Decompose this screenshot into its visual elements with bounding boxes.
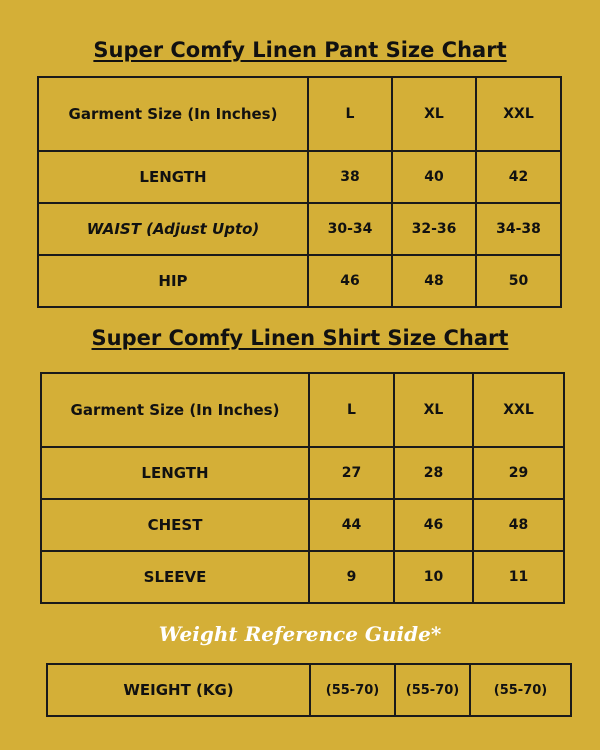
- value-cell: 50: [476, 255, 561, 307]
- table-row: [41, 499, 564, 551]
- value-cell: (55-70): [395, 664, 470, 716]
- table-header-row: [41, 373, 564, 447]
- table-row: [38, 203, 561, 255]
- value-cell: 27: [309, 447, 394, 499]
- row-label: CHEST: [41, 499, 309, 551]
- row-label: SLEEVE: [41, 551, 309, 603]
- value-cell: 46: [394, 499, 473, 551]
- pant-size-table: [37, 76, 562, 308]
- value-cell: 48: [473, 499, 564, 551]
- header-cell: XL: [392, 77, 476, 151]
- value-cell: 42: [476, 151, 561, 203]
- shirt-size-table: [40, 372, 565, 604]
- table-row: [41, 447, 564, 499]
- row-label: LENGTH: [38, 151, 308, 203]
- weight-guide-title: Weight Reference Guide*: [158, 622, 442, 646]
- header-cell: XL: [394, 373, 473, 447]
- value-cell: (55-70): [470, 664, 571, 716]
- weight-table: [46, 663, 572, 717]
- table-row: [41, 551, 564, 603]
- table-row: [47, 664, 571, 716]
- header-cell: Garment Size (In Inches): [41, 373, 309, 447]
- value-cell: 9: [309, 551, 394, 603]
- header-cell: XXL: [473, 373, 564, 447]
- pant-chart-title: Super Comfy Linen Pant Size Chart: [93, 38, 507, 62]
- value-cell: 10: [394, 551, 473, 603]
- row-label: WAIST (Adjust Upto): [38, 203, 308, 255]
- header-cell: L: [309, 373, 394, 447]
- value-cell: 38: [308, 151, 392, 203]
- row-label: LENGTH: [41, 447, 309, 499]
- value-cell: 40: [392, 151, 476, 203]
- header-cell: L: [308, 77, 392, 151]
- value-cell: 29: [473, 447, 564, 499]
- row-label: HIP: [38, 255, 308, 307]
- value-cell: 46: [308, 255, 392, 307]
- value-cell: 30-34: [308, 203, 392, 255]
- value-cell: 28: [394, 447, 473, 499]
- value-cell: (55-70): [310, 664, 395, 716]
- row-label: WEIGHT (KG): [47, 664, 310, 716]
- table-row: [38, 151, 561, 203]
- header-cell: Garment Size (In Inches): [38, 77, 308, 151]
- value-cell: 34-38: [476, 203, 561, 255]
- value-cell: 32-36: [392, 203, 476, 255]
- header-cell: XXL: [476, 77, 561, 151]
- value-cell: 48: [392, 255, 476, 307]
- shirt-chart-title: Super Comfy Linen Shirt Size Chart: [91, 326, 509, 350]
- table-row: [38, 255, 561, 307]
- value-cell: 11: [473, 551, 564, 603]
- value-cell: 44: [309, 499, 394, 551]
- table-header-row: [38, 77, 561, 151]
